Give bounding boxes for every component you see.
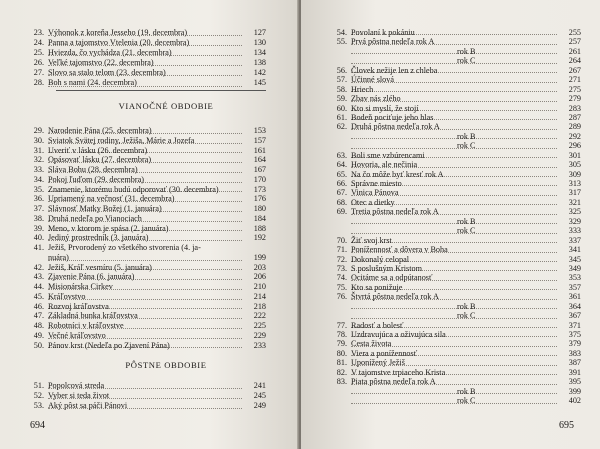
entry-number: 41. bbox=[33, 243, 44, 252]
toc-entry bbox=[26, 58, 266, 68]
entry-number: 81. bbox=[336, 358, 347, 368]
entry-title: Boli sme vzbúrencami bbox=[351, 150, 425, 160]
toc-entry bbox=[26, 146, 266, 156]
toc-entry bbox=[329, 245, 581, 254]
entry-page: 264 bbox=[568, 56, 581, 66]
entry-page: 255 bbox=[568, 28, 581, 37]
toc-entry bbox=[26, 185, 266, 195]
toc-entry bbox=[26, 341, 266, 351]
entry-title: rok B bbox=[457, 216, 476, 226]
entry-title: Robotníci v kráľovstve bbox=[48, 321, 124, 330]
entry-number: 61. bbox=[336, 112, 347, 122]
entry-number: 69. bbox=[336, 207, 347, 217]
entry-number: 30. bbox=[33, 135, 44, 145]
entry-number: 58. bbox=[336, 84, 347, 94]
toc-list-lent bbox=[329, 28, 581, 406]
entry-number: 82. bbox=[336, 367, 347, 377]
toc-entry bbox=[329, 113, 581, 122]
toc-entry bbox=[26, 321, 266, 331]
entry-title: Rozvoj kráľovstva bbox=[48, 301, 109, 311]
dot-leader bbox=[351, 222, 557, 224]
toc-entry bbox=[329, 85, 581, 94]
entry-number: 53. bbox=[33, 401, 44, 411]
toc-entry bbox=[329, 179, 581, 188]
toc-entry bbox=[329, 264, 581, 273]
entry-page: 218 bbox=[253, 301, 266, 311]
toc-entry bbox=[26, 68, 266, 78]
entry-number: 52. bbox=[33, 391, 44, 401]
entry-number: 38. bbox=[33, 213, 44, 223]
entry-number: 54. bbox=[336, 28, 347, 37]
entry-page: 145 bbox=[253, 78, 266, 88]
entry-page: 222 bbox=[253, 311, 266, 321]
entry-number: 64. bbox=[336, 160, 347, 170]
entry-title: Aký pôst sa páči Pánovi bbox=[48, 401, 128, 411]
entry-title: Piata pôstna nedeľa rok A bbox=[351, 377, 436, 387]
entry-title: Večné kráľovstvo bbox=[48, 330, 106, 340]
entry-page: 249 bbox=[253, 401, 266, 411]
dot-leader bbox=[351, 402, 557, 404]
entry-title: rok B bbox=[457, 386, 476, 396]
entry-title: S poslušným Kristom bbox=[351, 263, 422, 273]
entry-number: 49. bbox=[33, 330, 44, 340]
entry-title: Povolaní k pokániu bbox=[351, 28, 415, 37]
entry-title: Na čo môže byť kresť rok A bbox=[351, 169, 444, 179]
entry-number: 67. bbox=[336, 188, 347, 198]
toc-list-lent-start bbox=[26, 381, 266, 411]
toc-entry bbox=[26, 28, 266, 38]
entry-number: 59. bbox=[336, 94, 347, 104]
entry-page: 391 bbox=[568, 367, 581, 377]
entry-number: 45. bbox=[33, 291, 44, 301]
toc-entry bbox=[329, 141, 581, 150]
entry-number: 65. bbox=[336, 169, 347, 179]
entry-page: 375 bbox=[568, 330, 581, 339]
toc-entry bbox=[329, 160, 581, 169]
entry-title: Základná bunka kráľovstva bbox=[48, 311, 138, 321]
entry-title: Prvá pôstna nedeľa rok A bbox=[351, 37, 435, 47]
entry-number: 26. bbox=[33, 58, 44, 68]
toc-entry bbox=[26, 253, 266, 263]
entry-title: Druhá nedeľa po Vianociach bbox=[48, 213, 142, 223]
entry-title: Hviezda, čo vychádza (21. decembra) bbox=[48, 48, 172, 58]
toc-entry bbox=[26, 391, 266, 401]
entry-page: 271 bbox=[568, 75, 581, 85]
entry-page: 313 bbox=[568, 179, 581, 188]
entry-page: 157 bbox=[253, 135, 266, 145]
toc-entry bbox=[26, 302, 266, 312]
entry-title: Narodenie Pána (25. decembra) bbox=[48, 126, 152, 135]
entry-number: 23. bbox=[33, 28, 44, 37]
entry-page: 364 bbox=[568, 301, 581, 311]
toc-entry bbox=[26, 311, 266, 321]
entry-number: 63. bbox=[336, 150, 347, 160]
entry-number: 62. bbox=[336, 122, 347, 132]
entry-number: 25. bbox=[33, 48, 44, 58]
entry-title: Hovoria, ale nečinia bbox=[351, 160, 418, 170]
toc-entry bbox=[329, 377, 581, 386]
entry-number: 73. bbox=[336, 263, 347, 273]
entry-title: Ježiš, Prvorodený zo všetkého stvorenia (4. ja- bbox=[48, 243, 201, 252]
toc-entry bbox=[329, 283, 581, 292]
entry-page: 357 bbox=[568, 282, 581, 292]
entry-number: 24. bbox=[33, 38, 44, 48]
entry-number: 47. bbox=[33, 311, 44, 321]
toc-list-advent-end bbox=[26, 28, 266, 89]
entry-page: 317 bbox=[568, 188, 581, 198]
entry-page: 167 bbox=[253, 165, 266, 174]
entry-title: V tajomstve trpiaceho Krista bbox=[351, 367, 446, 377]
toc-entry bbox=[329, 75, 581, 84]
entry-number: 31. bbox=[33, 145, 44, 155]
toc-entry bbox=[26, 204, 266, 214]
entry-page: 349 bbox=[568, 263, 581, 273]
toc-entry bbox=[329, 132, 581, 141]
entry-title: Popolcová streda bbox=[48, 381, 105, 390]
entry-page: 353 bbox=[568, 273, 581, 283]
entry-page: 233 bbox=[253, 340, 266, 350]
toc-entry bbox=[329, 122, 581, 131]
toc-entry bbox=[26, 78, 266, 88]
entry-page: 153 bbox=[253, 126, 266, 135]
toc-entry bbox=[26, 175, 266, 185]
entry-number: 71. bbox=[336, 245, 347, 255]
entry-page: 142 bbox=[253, 68, 266, 78]
entry-page: 361 bbox=[568, 292, 581, 302]
toc-entry bbox=[329, 198, 581, 207]
entry-page: 321 bbox=[568, 197, 581, 207]
dot-leader bbox=[351, 392, 557, 394]
toc-entry bbox=[26, 272, 266, 282]
entry-page: 184 bbox=[253, 213, 266, 223]
entry-title: Uzdravujúca a oživujúca sila bbox=[351, 330, 446, 339]
entry-page: 130 bbox=[253, 38, 266, 48]
toc-entry bbox=[329, 170, 581, 179]
entry-title: rok C bbox=[457, 311, 476, 321]
entry-page: 287 bbox=[568, 112, 581, 122]
toc-list-christmas bbox=[26, 126, 266, 350]
toc-entry bbox=[329, 292, 581, 301]
entry-title: Dokonalý celopal bbox=[351, 254, 409, 264]
entry-title: Veľké tajomstvo (22. decembra) bbox=[48, 58, 154, 68]
entry-page: 395 bbox=[568, 377, 581, 387]
entry-title: Ponížennosť a dôvera v Boha bbox=[351, 245, 448, 255]
entry-title: Sviatok Svätej rodiny, Ježiša, Márie a Jozefa bbox=[48, 135, 195, 145]
entry-number: 44. bbox=[33, 282, 44, 291]
entry-page: 379 bbox=[568, 339, 581, 349]
entry-page: 296 bbox=[568, 141, 581, 151]
entry-title: Tretia pôstna nedeľa rok A bbox=[351, 207, 439, 217]
entry-title: Vyber si teda život bbox=[48, 391, 110, 401]
toc-entry bbox=[26, 48, 266, 58]
entry-page: 275 bbox=[568, 84, 581, 94]
entry-title: rok C bbox=[457, 226, 476, 236]
entry-title: Boh s nami (24. decembra) bbox=[48, 78, 137, 88]
entry-title: Cesta života bbox=[351, 339, 392, 349]
toc-entry bbox=[329, 217, 581, 226]
entry-number: 28. bbox=[33, 78, 44, 88]
entry-page: 292 bbox=[568, 131, 581, 141]
toc-entry bbox=[26, 243, 266, 253]
entry-title: Misionárska Cirkev bbox=[48, 282, 113, 291]
entry-title: Kto sa ponižuje bbox=[351, 282, 403, 292]
toc-entry bbox=[26, 331, 266, 341]
entry-title: Upriamený na večnosť (31. decembra) bbox=[48, 194, 175, 204]
entry-title: Slovo sa stalo telom (23. decembra) bbox=[48, 68, 166, 78]
toc-entry bbox=[329, 396, 581, 405]
entry-number: 72. bbox=[336, 254, 347, 264]
toc-entry bbox=[329, 368, 581, 377]
entry-title: Pánov krst (Nedeľa po Zjavení Pána) bbox=[48, 340, 170, 350]
toc-entry bbox=[329, 151, 581, 160]
entry-number: 36. bbox=[33, 194, 44, 204]
entry-number: 50. bbox=[33, 340, 44, 350]
toc-entry bbox=[26, 292, 266, 302]
entry-page: 203 bbox=[253, 262, 266, 272]
toc-entry bbox=[329, 94, 581, 103]
entry-number: 48. bbox=[33, 321, 44, 330]
entry-title: rok C bbox=[457, 141, 476, 151]
entry-title: rok C bbox=[457, 396, 476, 406]
entry-title: Jediný prostredník (3. januára) bbox=[48, 233, 149, 243]
entry-number: 29. bbox=[33, 126, 44, 135]
entry-title: Kto si myslí, že stojí bbox=[351, 103, 419, 113]
entry-page: 180 bbox=[253, 204, 266, 213]
entry-number: 37. bbox=[33, 204, 44, 213]
toc-entry bbox=[329, 28, 581, 37]
entry-number: 32. bbox=[33, 155, 44, 165]
toc-entry bbox=[329, 188, 581, 197]
toc-entry bbox=[26, 214, 266, 224]
entry-number: 74. bbox=[336, 273, 347, 283]
entry-number: 76. bbox=[336, 292, 347, 302]
toc-entry bbox=[26, 38, 266, 48]
entry-page: 325 bbox=[568, 207, 581, 217]
entry-number: 46. bbox=[33, 301, 44, 311]
entry-page: 188 bbox=[253, 223, 266, 233]
toc-entry bbox=[329, 339, 581, 348]
entry-title: Ježiš, Kráľ vesmíru (5. januára) bbox=[48, 262, 152, 272]
entry-number: 27. bbox=[33, 68, 44, 78]
entry-number: 80. bbox=[336, 348, 347, 358]
toc-entry bbox=[26, 165, 266, 175]
toc-entry bbox=[26, 233, 266, 243]
entry-page: 399 bbox=[568, 386, 581, 396]
entry-page: 289 bbox=[568, 122, 581, 132]
entry-page: 210 bbox=[253, 282, 266, 291]
entry-title: Žiť svoj krst bbox=[351, 235, 392, 245]
entry-number: 68. bbox=[336, 197, 347, 207]
toc-entry bbox=[329, 47, 581, 56]
toc-entry bbox=[329, 104, 581, 113]
entry-page: 383 bbox=[568, 348, 581, 358]
entry-title: Otec a dietky bbox=[351, 197, 395, 207]
entry-page: 206 bbox=[253, 272, 266, 282]
toc-entry bbox=[26, 136, 266, 146]
dot-leader bbox=[351, 62, 557, 64]
toc-entry bbox=[26, 401, 266, 411]
entry-title: Znamenie, ktorému budú odporovať (30. decembra) bbox=[48, 184, 219, 194]
entry-page: 371 bbox=[568, 320, 581, 330]
entry-title: nuára) bbox=[48, 252, 69, 262]
toc-entry bbox=[329, 255, 581, 264]
toc-entry bbox=[329, 302, 581, 311]
entry-page: 402 bbox=[568, 396, 581, 406]
entry-title: Viera a ponížennosť bbox=[351, 348, 418, 358]
entry-page: 199 bbox=[253, 252, 266, 262]
entry-number: 43. bbox=[33, 272, 44, 282]
entry-title: rok B bbox=[457, 46, 476, 56]
entry-page: 161 bbox=[253, 145, 266, 155]
entry-page: 337 bbox=[568, 235, 581, 245]
toc-entry bbox=[329, 207, 581, 216]
entry-title: Hriech bbox=[351, 84, 374, 94]
dot-leader bbox=[351, 52, 557, 54]
toc-entry bbox=[329, 358, 581, 367]
entry-page: 173 bbox=[253, 184, 266, 194]
section-heading-christmas: VIANOČNÉ OBDOBIE bbox=[118, 101, 214, 111]
entry-number: 79. bbox=[336, 339, 347, 349]
entry-title: rok B bbox=[457, 301, 476, 311]
toc-entry bbox=[329, 387, 581, 396]
entry-number: 39. bbox=[33, 223, 44, 233]
toc-entry bbox=[329, 349, 581, 358]
dot-leader bbox=[351, 317, 557, 319]
entry-title: Štvrtá pôstna nedeľa rok A bbox=[351, 292, 439, 302]
entry-page: 229 bbox=[253, 330, 266, 340]
entry-title: Bodeň pociťuje jeho hlas bbox=[351, 112, 434, 122]
toc-entry bbox=[329, 56, 581, 65]
dot-leader bbox=[351, 147, 557, 149]
entry-title: Panna a tajomstvo Vtelenia (20. decembra) bbox=[48, 38, 190, 48]
dot-leader bbox=[351, 90, 557, 92]
section-heading-lent: PÔSTNE OBDOBIE bbox=[125, 360, 207, 370]
entry-number: 77. bbox=[336, 320, 347, 330]
entry-page: 367 bbox=[568, 311, 581, 321]
entry-title: rok B bbox=[457, 131, 476, 141]
entry-number: 42. bbox=[33, 262, 44, 272]
entry-title: Zjavenie Pána (6. januára) bbox=[48, 272, 135, 282]
entry-page: 245 bbox=[253, 391, 266, 401]
entry-title: Opásovať lásku (27. decembra) bbox=[48, 155, 152, 165]
entry-page: 341 bbox=[568, 245, 581, 255]
entry-page: 225 bbox=[253, 321, 266, 330]
toc-entry bbox=[329, 37, 581, 46]
entry-number: 33. bbox=[33, 165, 44, 174]
entry-number: 70. bbox=[336, 235, 347, 245]
entry-number: 56. bbox=[336, 65, 347, 75]
entry-page: 387 bbox=[568, 358, 581, 368]
entry-title: rok C bbox=[457, 56, 476, 66]
entry-number: 66. bbox=[336, 179, 347, 188]
toc-entry bbox=[329, 311, 581, 320]
entry-page: 192 bbox=[253, 233, 266, 243]
entry-title: Vinica Pánova bbox=[351, 188, 399, 198]
toc-entry bbox=[329, 66, 581, 75]
page-number-left: 694 bbox=[30, 420, 45, 431]
entry-page: 261 bbox=[568, 46, 581, 56]
entry-title: Výhonok z koreňa Jesseho (19. decembra) bbox=[48, 28, 188, 37]
entry-title: Slávnosť Matky Božej (1. januára) bbox=[48, 204, 162, 213]
entry-page: 134 bbox=[253, 48, 266, 58]
toc-entry bbox=[26, 263, 266, 273]
toc-entry bbox=[26, 126, 266, 136]
entry-title: Ocitáme sa a odpútanosť bbox=[351, 273, 433, 283]
toc-entry bbox=[26, 282, 266, 292]
entry-number: 78. bbox=[336, 330, 347, 339]
page-number-right: 695 bbox=[559, 420, 574, 431]
entry-page: 214 bbox=[253, 291, 266, 301]
toc-entry bbox=[329, 273, 581, 282]
toc-entry bbox=[329, 330, 581, 339]
entry-page: 176 bbox=[253, 194, 266, 204]
entry-title: Uveriť v lásku (26. decembra) bbox=[48, 145, 148, 155]
entry-number: 75. bbox=[336, 282, 347, 292]
entry-page: 329 bbox=[568, 216, 581, 226]
entry-title: Kráľovstvo bbox=[48, 291, 86, 301]
toc-entry bbox=[26, 194, 266, 204]
entry-page: 305 bbox=[568, 160, 581, 170]
entry-title: Pokoj ľuďom (29. decembra) bbox=[48, 174, 144, 184]
entry-page: 127 bbox=[253, 28, 266, 37]
entry-page: 279 bbox=[568, 94, 581, 104]
entry-title: Druhá pôstna nedeľa rok A bbox=[351, 122, 440, 132]
left-page bbox=[0, 0, 299, 449]
dot-leader bbox=[351, 232, 557, 234]
entry-page: 164 bbox=[253, 155, 266, 165]
dot-leader bbox=[351, 137, 557, 139]
entry-title: Meno, v ktorom je spása (2. januára) bbox=[48, 223, 169, 233]
entry-title: Sláva Bohu (28. decembra) bbox=[48, 165, 138, 174]
entry-page: 309 bbox=[568, 169, 581, 179]
entry-page: 241 bbox=[253, 381, 266, 390]
entry-title: Radosť a bolesť bbox=[351, 320, 404, 330]
entry-number: 55. bbox=[336, 37, 347, 47]
entry-number: 51. bbox=[33, 381, 44, 390]
entry-page: 138 bbox=[253, 58, 266, 68]
entry-number: 57. bbox=[336, 75, 347, 85]
entry-title: Účinné slová bbox=[351, 75, 394, 85]
entry-number: 34. bbox=[33, 174, 44, 184]
entry-page: 257 bbox=[568, 37, 581, 47]
entry-page: 283 bbox=[568, 103, 581, 113]
entry-number: 35. bbox=[33, 184, 44, 194]
toc-entry bbox=[329, 321, 581, 330]
entry-number: 83. bbox=[336, 377, 347, 387]
entry-page: 301 bbox=[568, 150, 581, 160]
entry-number: 60. bbox=[336, 103, 347, 113]
toc-entry bbox=[329, 236, 581, 245]
entry-number: 40. bbox=[33, 233, 44, 243]
toc-entry bbox=[26, 155, 266, 165]
entry-page: 170 bbox=[253, 174, 266, 184]
section-rule bbox=[56, 90, 266, 91]
entry-title: Zbav nás zlého bbox=[351, 94, 401, 104]
right-page bbox=[301, 0, 600, 449]
toc-entry bbox=[26, 224, 266, 234]
dot-leader bbox=[48, 259, 242, 261]
entry-page: 267 bbox=[568, 65, 581, 75]
dot-leader bbox=[351, 307, 557, 309]
toc-entry bbox=[26, 381, 266, 391]
entry-page: 345 bbox=[568, 254, 581, 264]
toc-entry bbox=[329, 226, 581, 235]
entry-title: Správne miesto bbox=[351, 179, 402, 188]
entry-title: Uponížený Ježiš bbox=[351, 358, 405, 368]
entry-page: 333 bbox=[568, 226, 581, 236]
entry-title: Človek nežije len z chleba bbox=[351, 65, 438, 75]
